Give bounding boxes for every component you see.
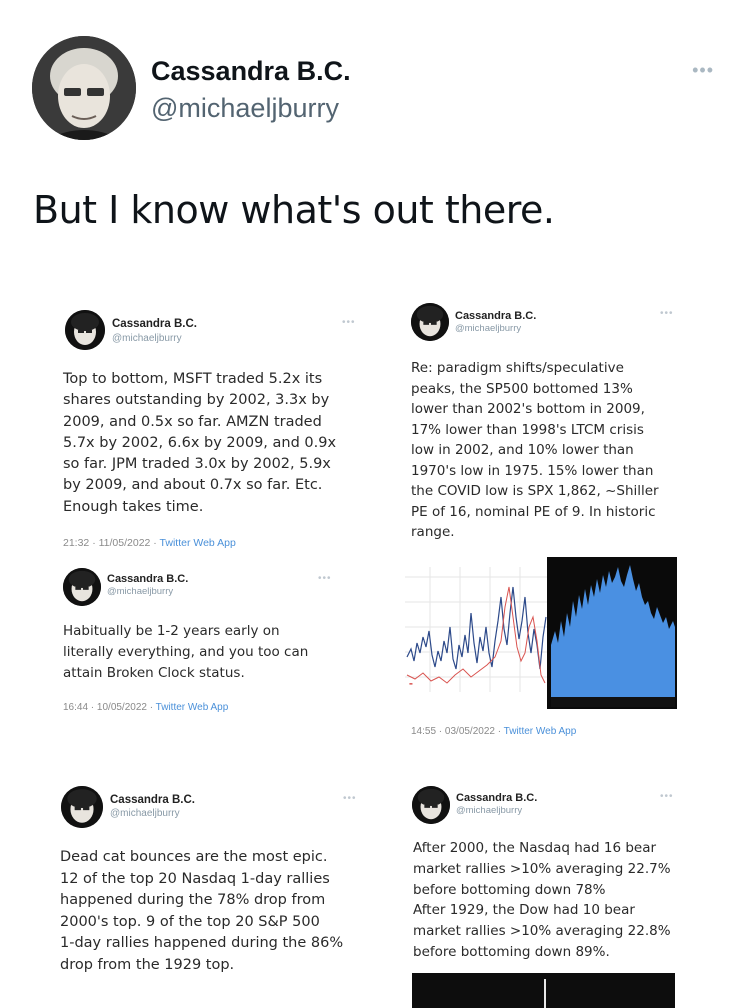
more-dots-icon[interactable]: •••	[343, 793, 357, 804]
card-time: 16:44 · 10/05/2022 ·	[63, 702, 156, 713]
card-display-name: Cassandra B.C.	[107, 573, 189, 585]
card-display-name: Cassandra B.C.	[112, 318, 198, 330]
card-app-link[interactable]: Twitter Web App	[159, 537, 236, 549]
avatar-photo-icon	[63, 568, 101, 606]
card-display-name: Cassandra B.C.	[110, 794, 196, 806]
avatar-photo-icon	[412, 786, 450, 824]
chart-image[interactable]	[405, 557, 677, 709]
card-app-link[interactable]: Twitter Web App	[155, 702, 229, 713]
card-display-name: Cassandra B.C.	[455, 310, 537, 322]
avatar-photo-icon	[32, 36, 136, 140]
svg-text:▬: ▬	[409, 681, 413, 686]
card-body: Top to bottom, MSFT traded 5.2x its shares outstanding by 2002, 3.3x by 2009, and 0.5x so far. AMZN traded 5.7x by 2002, 6.6x by 2009, and 0.9x so far. JPM traded 3.0x by 2002, 5.9x by 2009, and about 0.7x so far. Etc. Enough takes time.	[63, 371, 337, 515]
more-dots-icon[interactable]: •••	[318, 573, 332, 584]
card-body: After 2000, the Nasdaq had 16 bear market rallies >10% averaging 22.7% before bottoming down 78% After 1929, the Dow had 10 bear market rallies >10% averaging 22.8% before bottoming down 89%.	[413, 840, 671, 960]
card-body: Re: paradigm shifts/speculative peaks, the SP500 bottomed 13% lower than 2002's bottom in 2009, 17% lower than 1998's LTCM crisis low in 2002, and 10% lower than 1970's low in 1975. 15% lower than the COVID low is SPX 1,862, ~Shiller PE of 16, nominal PE of 9. In historic range.	[411, 360, 659, 540]
card-display-name: Cassandra B.C.	[456, 792, 538, 804]
more-dots-icon[interactable]: •••	[342, 317, 356, 328]
avatar	[63, 568, 101, 606]
more-dots-icon[interactable]: •••	[660, 791, 674, 802]
tweet-text: But I know what's out there.	[33, 188, 555, 232]
avatar-photo-icon	[411, 303, 449, 341]
card-timestamp	[63, 537, 236, 549]
card-timestamp	[411, 726, 576, 737]
card-time: 21:32 · 11/05/2022 ·	[63, 537, 160, 549]
card-handle: @michaeljburry	[455, 323, 522, 334]
avatar	[412, 786, 450, 824]
avatar	[61, 786, 103, 828]
avatar-photo-icon	[65, 310, 105, 350]
card-handle: @michaeljburry	[107, 586, 174, 597]
chart-image-preview[interactable]	[412, 973, 675, 1008]
chart-divider	[544, 979, 546, 1008]
embedded-tweet-card	[410, 783, 690, 1008]
card-body: Habitually be 1-2 years early on literally everything, and you too can attain Broken Clock status.	[63, 623, 309, 681]
avatar	[411, 303, 449, 341]
avatar[interactable]	[32, 36, 136, 140]
embedded-tweet-card	[60, 565, 360, 725]
card-time: 14:55 · 03/05/2022 ·	[411, 726, 504, 737]
avatar	[65, 310, 105, 350]
more-dots-icon[interactable]: •••	[660, 308, 674, 319]
card-handle: @michaeljburry	[112, 333, 182, 344]
market-chart-graphic	[405, 557, 677, 709]
tweet-header	[0, 0, 750, 150]
embedded-tweet-card	[408, 298, 688, 737]
user-handle[interactable]: @michaeljburry	[151, 93, 339, 123]
card-handle: @michaeljburry	[456, 805, 523, 816]
embedded-tweet-card	[60, 305, 370, 565]
embedded-tweet-card	[58, 783, 368, 1005]
card-body: Dead cat bounces are the most epic. 12 of the top 20 Nasdaq 1-day rallies happened during the 78% drop from 2000's top. 9 of the top 20 S&P 500 1-day rallies happened during the 86% drop from the 1929 top.	[60, 849, 344, 973]
card-handle: @michaeljburry	[110, 808, 180, 819]
more-dots-icon[interactable]: •••	[692, 60, 714, 80]
avatar-photo-icon	[61, 786, 103, 828]
display-name[interactable]: Cassandra B.C.	[151, 56, 351, 86]
card-timestamp	[63, 702, 228, 713]
card-app-link[interactable]: Twitter Web App	[503, 726, 577, 737]
